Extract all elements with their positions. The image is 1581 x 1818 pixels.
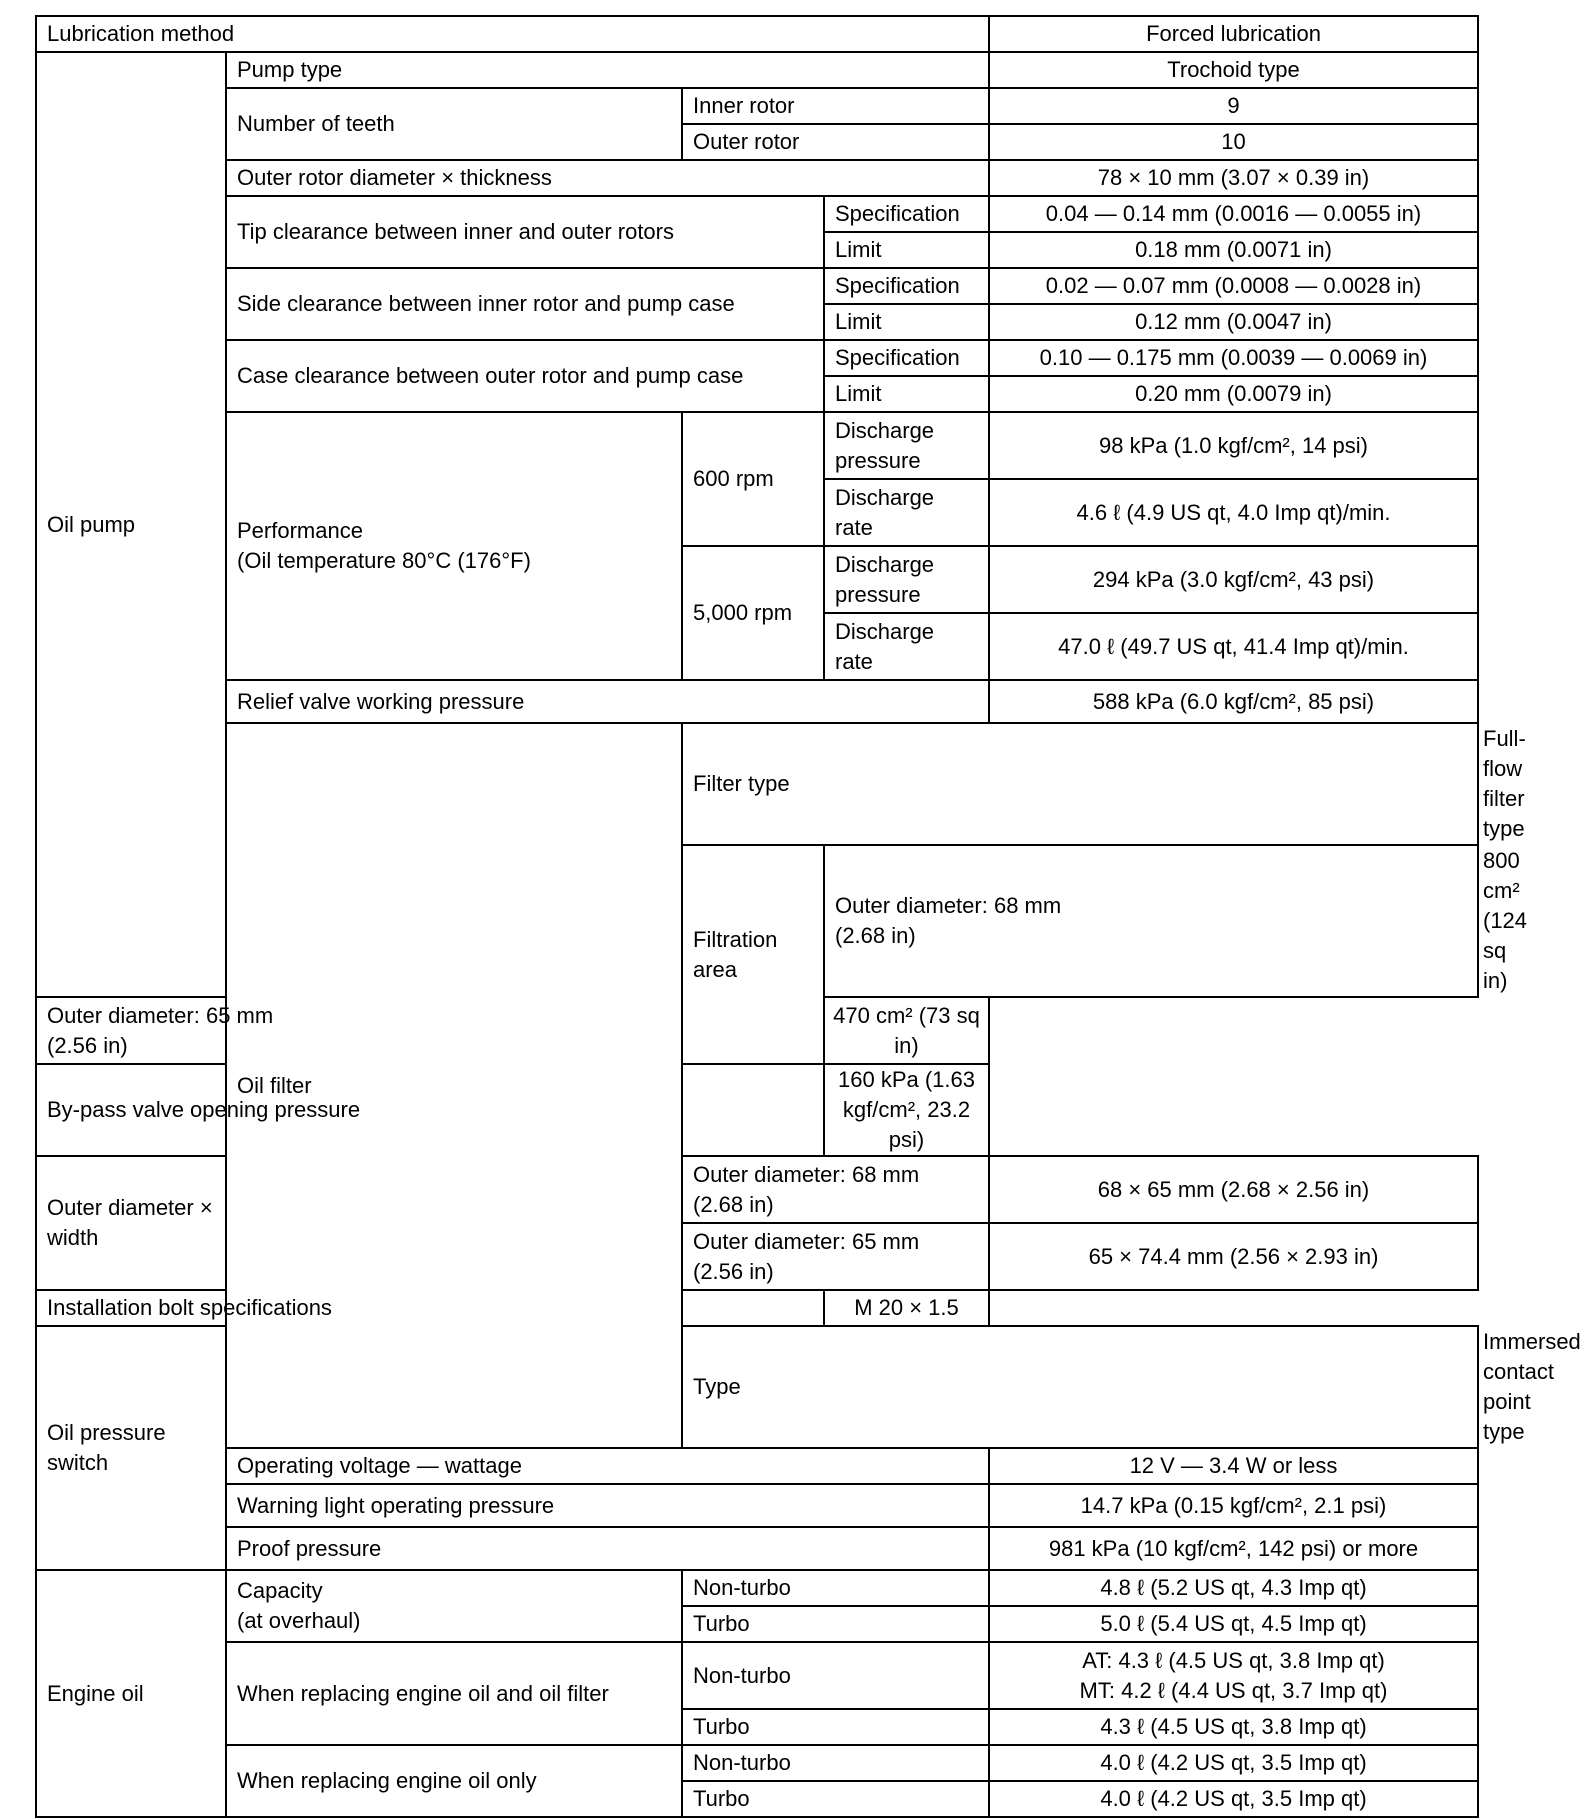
filter-dimensions-label: Outer diameter × width xyxy=(36,1156,226,1290)
inner-rotor-value: 9 xyxy=(989,88,1478,124)
installation-bolt-value: M 20 × 1.5 xyxy=(824,1290,989,1326)
replace-oil-nonturbo-value: 4.0 ℓ (4.2 US qt, 3.5 Imp qt) xyxy=(989,1745,1478,1781)
rotor-dimension-label: Outer rotor diameter × thickness xyxy=(226,160,989,196)
switch-type-label: Type xyxy=(682,1326,1478,1448)
relief-valve-value: 588 kPa (6.0 kgf/cm², 85 psi) xyxy=(989,680,1478,723)
capacity-nonturbo-label: Non-turbo xyxy=(682,1570,989,1606)
filtration-area-label: Filtration area xyxy=(682,845,824,1064)
side-spec-value: 0.02 — 0.07 mm (0.0008 — 0.0028 in) xyxy=(989,268,1478,304)
replace-both-turbo-label: Turbo xyxy=(682,1709,989,1745)
relief-valve-label: Relief valve working pressure xyxy=(226,680,989,723)
case-clearance-label: Case clearance between outer rotor and pump case xyxy=(226,340,824,412)
engine-oil-section-label: Engine oil xyxy=(36,1570,226,1817)
rpm-600-rate-label: Discharge rate xyxy=(824,479,989,546)
side-spec-label: Specification xyxy=(824,268,989,304)
warning-light-label: Warning light operating pressure xyxy=(226,1484,989,1527)
rpm-5000-rate-label: Discharge rate xyxy=(824,613,989,680)
case-spec-label: Specification xyxy=(824,340,989,376)
rpm-600-pressure-label: Discharge pressure xyxy=(824,412,989,479)
case-limit-value: 0.20 mm (0.0079 in) xyxy=(989,376,1478,412)
lubrication-spec-table: Lubrication method Forced lubrication Oil pump Pump type Trochoid type Number of teeth Inner rotor 9 Outer rotor 10 Outer rotor diameter × thickness 78 × 10 mm (3.07 × 0.39 in) Tip clearance between inner and outer rotors Specification 0.04 — 0.14 mm (0.0016 — 0.0055 in) Limit 0.18 mm (0.0071 in) Side clearance between inner rotor and pump case Specification 0.02 — 0.07 mm (0.0008 — 0.0028 in) Limit 0.12 mm (0.0047 in) Case clearance between outer rotor and pump case Specification 0.10 — 0.175 mm (0.0039 — 0.0069 in) Limit 0.20 mm (0.0079 in) Performance (Oil temperature 80°C (176°F) 600 rpm Discharge pressure 98 kPa (1.0 kgf/cm², 14 psi) Discharge rate 4.6 ℓ (4.9 US qt, 4.0 Imp qt)/min. 5,000 rpm Discharge pressure 294 kPa (3.0 kgf/cm², 43 psi) Discharge rate 47.0 ℓ (49.7 US qt, 41.4 Imp qt)/min. Relief valve working pressure 588 kPa (6.0 kgf/cm², 85 psi) Oil filter Filter type Full-flow filter type Filtration area Outer diameter: 68 mm (2.68 in) 800 cm² (124 sq in) Outer diameter: 65 mm (2.56 in) 470 cm² (73 sq in) By-pass valve opening pressure 160 kPa (1.63 kgf/cm², 23.2 psi) Outer diameter × width Outer diameter: 68 mm (2.68 in) 68 × 65 mm (2.68 × 2.56 in) Outer diameter: 65 mm (2.56 in) 65 × 74.4 mm (2.56 × 2.93 in) Installation bolt specifications M 20 × 1.5 Oil pressure switch Type Immersed contact point type Operating voltage — wattage 12 V — 3.4 W or less Warning light operating pressure 14.7 kPa (0.15 kgf/cm², 2.1 psi) Proof pressure 981 kPa (10 kgf/cm², 142 psi) or more Engine oil Capacity (at overhaul) Non-turbo 4.8 ℓ (5.2 US qt, 4.3 Imp qt) Turbo 5.0 ℓ (5.4 US qt, 4.5 Imp qt) When replacing engine oil and oil filter Non-turbo AT: 4.3 ℓ (4.5 US qt, 3.8 Imp qt) MT: 4.2 ℓ (4.4 US qt, 3.7 Imp qt) Turbo 4.3 ℓ (4.5 US qt, 3.8 Imp qt) When replacing engine oil only Non-turbo 4.0 ℓ (4.2 US qt, 3.5 Imp qt) Turbo 4.0 ℓ (4.2 US qt, 3.5 Imp qt) xyxy=(35,15,1479,1818)
proof-pressure-label: Proof pressure xyxy=(226,1527,989,1570)
replace-oil-turbo-value: 4.0 ℓ (4.2 US qt, 3.5 Imp qt) xyxy=(989,1781,1478,1817)
area-d68-label: Outer diameter: 68 mm (2.68 in) xyxy=(824,845,1478,997)
pump-type-value: Trochoid type xyxy=(989,52,1478,88)
pump-type-label: Pump type xyxy=(226,52,989,88)
side-limit-value: 0.12 mm (0.0047 in) xyxy=(989,304,1478,340)
capacity-turbo-value: 5.0 ℓ (5.4 US qt, 4.5 Imp qt) xyxy=(989,1606,1478,1642)
dims-d68-label: Outer diameter: 68 mm (2.68 in) xyxy=(682,1156,989,1223)
tip-clearance-label: Tip clearance between inner and outer rotors xyxy=(226,196,824,268)
replace-both-nonturbo-label: Non-turbo xyxy=(682,1642,989,1709)
outer-rotor-value: 10 xyxy=(989,124,1478,160)
capacity-nonturbo-value: 4.8 ℓ (5.2 US qt, 4.3 Imp qt) xyxy=(989,1570,1478,1606)
rpm-5000-pressure-value: 294 kPa (3.0 kgf/cm², 43 psi) xyxy=(989,546,1478,613)
bypass-valve-value: 160 kPa (1.63 kgf/cm², 23.2 psi) xyxy=(824,1064,989,1156)
replace-oil-filter-label: When replacing engine oil and oil filter xyxy=(226,1642,682,1745)
oil-filter-section-label: Oil filter xyxy=(226,723,682,1448)
tip-limit-label: Limit xyxy=(824,232,989,268)
number-of-teeth-label: Number of teeth xyxy=(226,88,682,160)
tip-spec-label: Specification xyxy=(824,196,989,232)
dims-d65-label: Outer diameter: 65 mm (2.56 in) xyxy=(682,1223,989,1290)
tip-spec-value: 0.04 — 0.14 mm (0.0016 — 0.0055 in) xyxy=(989,196,1478,232)
warning-light-value: 14.7 kPa (0.15 kgf/cm², 2.1 psi) xyxy=(989,1484,1478,1527)
rpm-600-pressure-value: 98 kPa (1.0 kgf/cm², 14 psi) xyxy=(989,412,1478,479)
replace-both-nonturbo-value: AT: 4.3 ℓ (4.5 US qt, 3.8 Imp qt) MT: 4.2 ℓ (4.4 US qt, 3.7 Imp qt) xyxy=(989,1642,1478,1709)
rotor-dimension-value: 78 × 10 mm (3.07 × 0.39 in) xyxy=(989,160,1478,196)
oil-switch-section-label: Oil pressure switch xyxy=(36,1326,226,1570)
case-limit-label: Limit xyxy=(824,376,989,412)
operating-voltage-value: 12 V — 3.4 W or less xyxy=(989,1448,1478,1484)
dims-d68-value: 68 × 65 mm (2.68 × 2.56 in) xyxy=(989,1156,1478,1223)
rpm-5000-pressure-label: Discharge pressure xyxy=(824,546,989,613)
rpm-5000-rate-value: 47.0 ℓ (49.7 US qt, 41.4 Imp qt)/min. xyxy=(989,613,1478,680)
performance-label: Performance (Oil temperature 80°C (176°F) xyxy=(226,412,682,680)
proof-pressure-value: 981 kPa (10 kgf/cm², 142 psi) or more xyxy=(989,1527,1478,1570)
rpm-5000-label: 5,000 rpm xyxy=(682,546,824,680)
replace-oil-turbo-label: Turbo xyxy=(682,1781,989,1817)
replace-oil-nonturbo-label: Non-turbo xyxy=(682,1745,989,1781)
capacity-turbo-label: Turbo xyxy=(682,1606,989,1642)
outer-rotor-label: Outer rotor xyxy=(682,124,989,160)
installation-bolt-label: Installation bolt specifications xyxy=(36,1290,824,1326)
lubrication-method-value: Forced lubrication xyxy=(989,16,1478,52)
replace-both-turbo-value: 4.3 ℓ (4.5 US qt, 3.8 Imp qt) xyxy=(989,1709,1478,1745)
operating-voltage-label: Operating voltage — wattage xyxy=(226,1448,989,1484)
area-d65-value: 470 cm² (73 sq in) xyxy=(824,997,989,1064)
area-d65-label: Outer diameter: 65 mm (2.56 in) xyxy=(36,997,682,1064)
case-spec-value: 0.10 — 0.175 mm (0.0039 — 0.0069 in) xyxy=(989,340,1478,376)
rpm-600-label: 600 rpm xyxy=(682,412,824,546)
replace-oil-only-label: When replacing engine oil only xyxy=(226,1745,682,1817)
side-limit-label: Limit xyxy=(824,304,989,340)
inner-rotor-label: Inner rotor xyxy=(682,88,989,124)
side-clearance-label: Side clearance between inner rotor and pump case xyxy=(226,268,824,340)
lubrication-method-label: Lubrication method xyxy=(36,16,989,52)
dims-d65-value: 65 × 74.4 mm (2.56 × 2.93 in) xyxy=(989,1223,1478,1290)
tip-limit-value: 0.18 mm (0.0071 in) xyxy=(989,232,1478,268)
capacity-label: Capacity (at overhaul) xyxy=(226,1570,682,1642)
bypass-valve-label: By-pass valve opening pressure xyxy=(36,1064,824,1156)
rpm-600-rate-value: 4.6 ℓ (4.9 US qt, 4.0 Imp qt)/min. xyxy=(989,479,1478,546)
filter-type-label: Filter type xyxy=(682,723,1478,845)
oil-pump-section-label: Oil pump xyxy=(36,52,226,997)
